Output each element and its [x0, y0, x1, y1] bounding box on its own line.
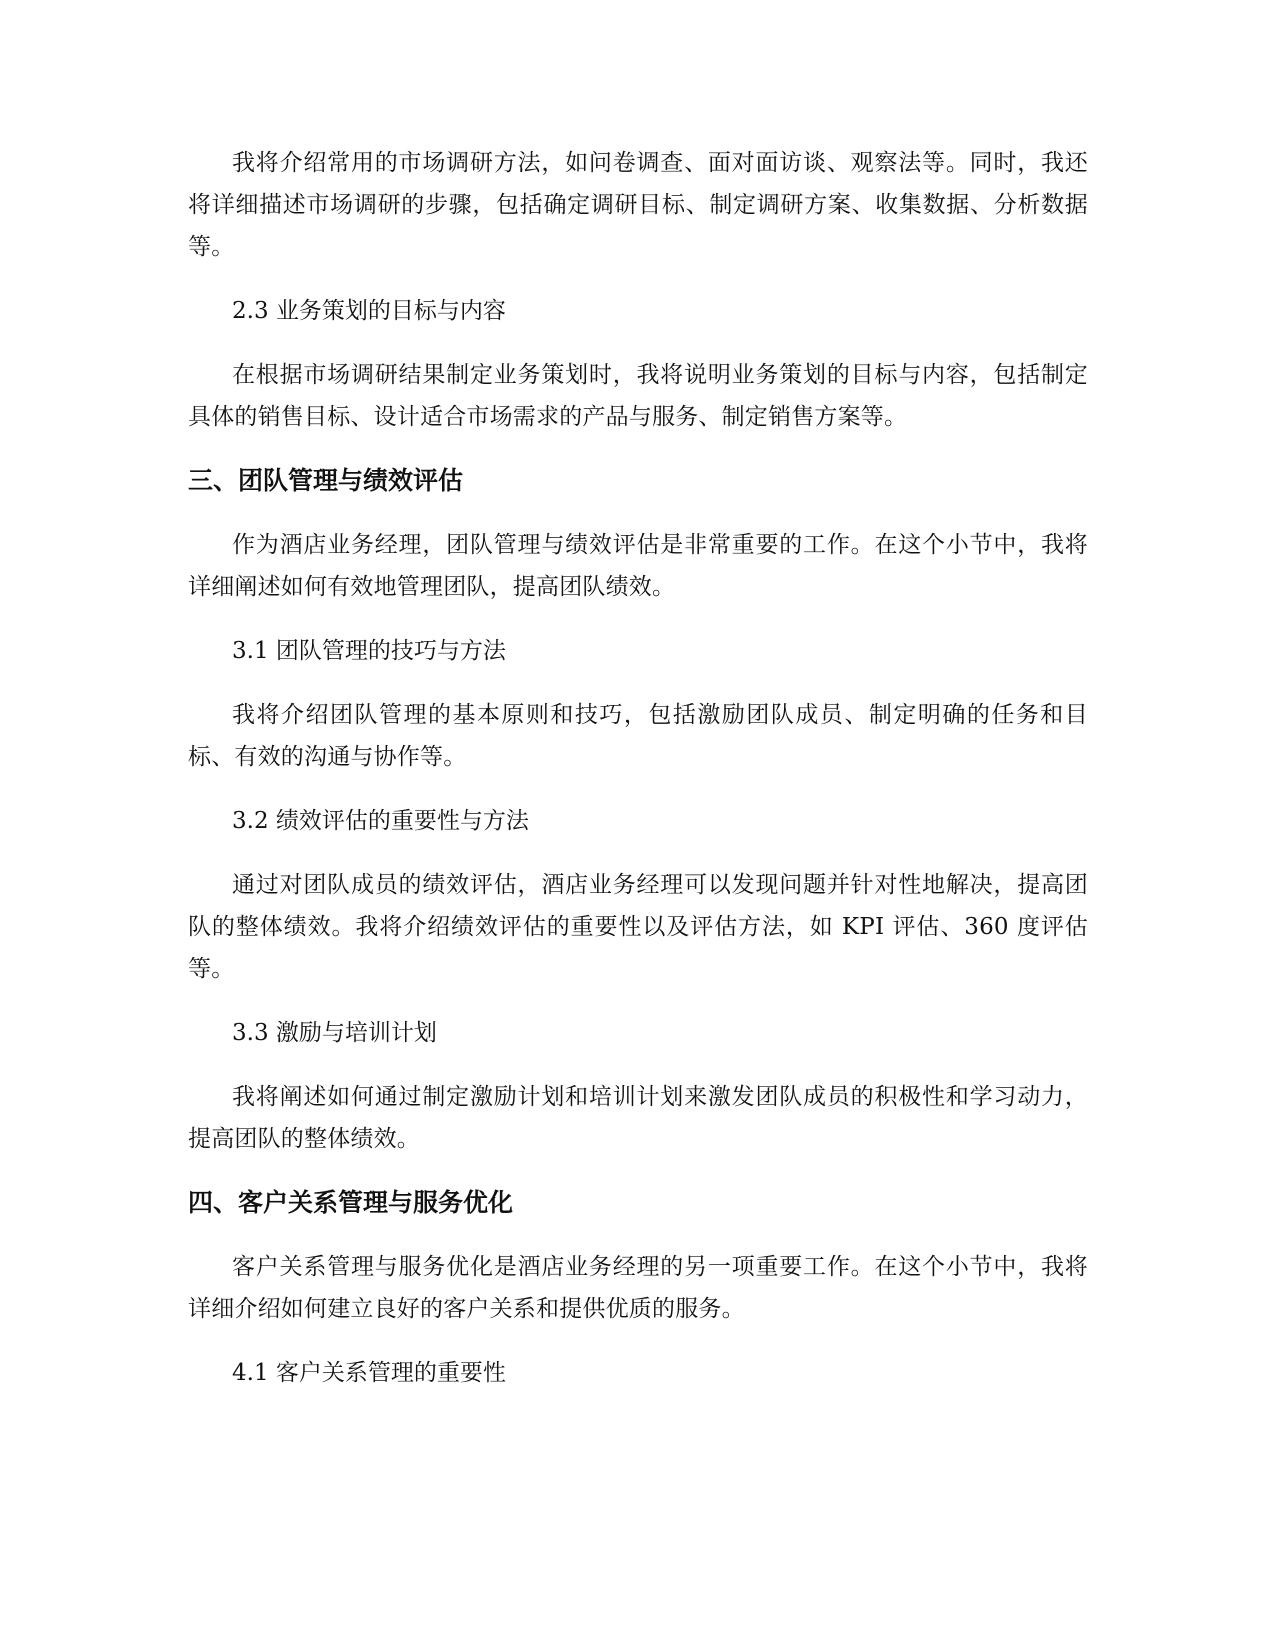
subheading-4-1: 4.1 客户关系管理的重要性	[232, 1360, 506, 1386]
heading-team-management: 三、团队管理与绩效评估	[188, 466, 464, 495]
subheading-3-2: 3.2 绩效评估的重要性与方法	[232, 808, 529, 834]
subheading-2-3: 2.3 业务策划的目标与内容	[232, 298, 506, 324]
heading-customer-relationship: 四、客户关系管理与服务优化	[188, 1188, 514, 1217]
paragraph-incentive-training: 我将阐述如何通过制定激励计划和培训计划来激发团队成员的积极性和学习动力，提高团队的整体绩效。	[188, 1084, 1088, 1152]
paragraph-customer-intro: 客户关系管理与服务优化是酒店业务经理的另一项重要工作。在这个小节中，我将详细介绍如何建立良好的客户关系和提供优质的服务。	[188, 1254, 1088, 1322]
paragraph-business-planning: 在根据市场调研结果制定业务策划时，我将说明业务策划的目标与内容，包括制定具体的销售目标、设计适合市场需求的产品与服务、制定销售方案等。	[188, 362, 1088, 430]
subheading-3-3: 3.3 激励与培训计划	[232, 1020, 437, 1046]
subheading-3-1: 3.1 团队管理的技巧与方法	[232, 638, 506, 664]
paragraph-team-intro: 作为酒店业务经理，团队管理与绩效评估是非常重要的工作。在这个小节中，我将详细阐述如何有效地管理团队，提高团队绩效。	[188, 532, 1088, 600]
document-body	[188, 142, 1088, 1416]
paragraph-performance-evaluation: 通过对团队成员的绩效评估，酒店业务经理可以发现问题并针对性地解决，提高团队的整体绩效。我将介绍绩效评估的重要性以及评估方法，如 KPI 评估、360 度评估等。	[188, 872, 1088, 982]
paragraph-market-research-methods: 我将介绍常用的市场调研方法，如问卷调查、面对面访谈、观察法等。同时，我还将详细描述市场调研的步骤，包括确定调研目标、制定调研方案、收集数据、分析数据等。	[188, 150, 1088, 260]
paragraph-team-skills: 我将介绍团队管理的基本原则和技巧，包括激励团队成员、制定明确的任务和目标、有效的沟通与协作等。	[188, 702, 1088, 770]
